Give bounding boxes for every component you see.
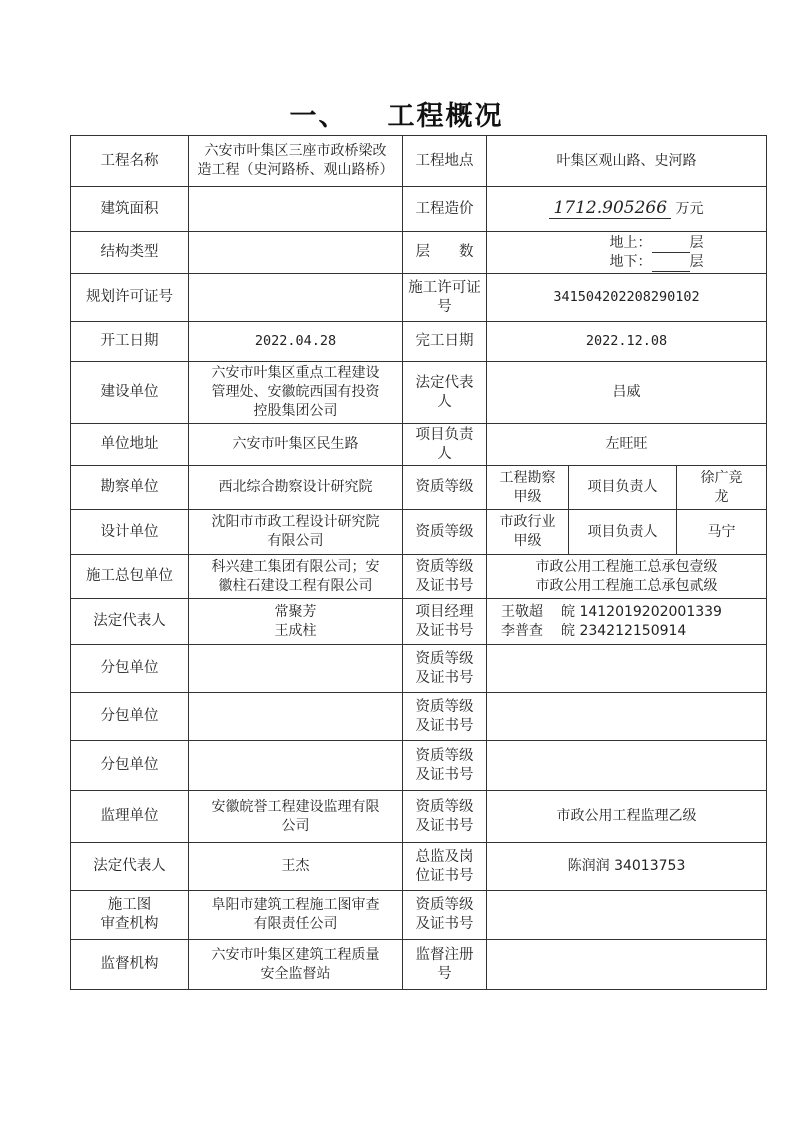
cost-unit: 万元: [675, 201, 704, 217]
table-row: [71, 940, 767, 990]
gc-qualification-value: 市政公用工程施工总承包壹级 市政公用工程施工总承包贰级: [487, 555, 767, 599]
general-contractor-label: 施工总包单位: [71, 555, 189, 599]
sub-qualification-value: [487, 741, 767, 791]
supervision-rep-value: 王杰: [189, 843, 403, 891]
project-lead-value: 左旺旺: [487, 424, 767, 466]
gc-legal-rep-value: 常聚芳 王成柱: [189, 599, 403, 645]
chief-supervisor-label: 总监及岗 位证书号: [403, 843, 487, 891]
handwritten-cost: 1712.905266: [549, 198, 671, 219]
sub-qualification-label: 资质等级 及证书号: [403, 741, 487, 791]
design-lead-value: 马宁: [677, 510, 767, 555]
owner-unit-label: 建设单位: [71, 362, 189, 424]
survey-qualification-label: 资质等级: [403, 466, 487, 510]
monitoring-reg-value: [487, 940, 767, 990]
survey-qualification-value: 工程勘察 甲级: [487, 466, 569, 510]
subcontractor-value: [189, 645, 403, 693]
gc-qualification-label: 资质等级 及证书号: [403, 555, 487, 599]
structure-type-value: [189, 232, 403, 274]
sub-qualification-value: [487, 645, 767, 693]
title-number: 一、: [289, 101, 348, 132]
design-qualification-value: 市政行业 甲级: [487, 510, 569, 555]
supervision-qualification-label: 资质等级 及证书号: [403, 791, 487, 843]
table-row: [71, 136, 767, 187]
planning-permit-label: 规划许可证号: [71, 274, 189, 322]
table-row: [71, 693, 767, 741]
survey-unit-label: 勘察单位: [71, 466, 189, 510]
supervision-unit-label: 监理单位: [71, 791, 189, 843]
table-row: [71, 791, 767, 843]
table-row: [71, 424, 767, 466]
end-date-label: 完工日期: [403, 322, 487, 362]
subcontractor-value: [189, 741, 403, 791]
subcontractor-label: 分包单位: [71, 741, 189, 791]
drawing-review-label: 施工图 审查机构: [71, 891, 189, 940]
table-row: [71, 843, 767, 891]
start-date-value: 2022.04.28: [189, 322, 403, 362]
title-text: 工程概况: [387, 101, 504, 132]
unit-address-label: 单位地址: [71, 424, 189, 466]
floors-value: 地上： 层 地下： 层: [487, 232, 767, 274]
table-row: [71, 891, 767, 940]
construction-permit-label: 施工许可证 号: [403, 274, 487, 322]
survey-unit-value: 西北综合勘察设计研究院: [189, 466, 403, 510]
project-cost-value: [487, 187, 767, 232]
building-area-label: 建筑面积: [71, 187, 189, 232]
design-lead-label: 项目负责人: [569, 510, 677, 555]
project-cost-label: 工程造价: [403, 187, 487, 232]
monitoring-org-label: 监督机构: [71, 940, 189, 990]
sub-qualification-label: 资质等级 及证书号: [403, 693, 487, 741]
construction-permit-value: 341504202208290102: [487, 274, 767, 322]
planning-permit-value: [189, 274, 403, 322]
monitoring-org-value: 六安市叶集区建筑工程质量 安全监督站: [189, 940, 403, 990]
building-area-value: [189, 187, 403, 232]
project-site-value: 叶集区观山路、史河路: [487, 136, 767, 187]
project-name-label: 工程名称: [71, 136, 189, 187]
page-title: [0, 94, 793, 133]
design-qualification-label: 资质等级: [403, 510, 487, 555]
project-lead-label: 项目负责 人: [403, 424, 487, 466]
end-date-value: 2022.12.08: [487, 322, 767, 362]
legal-rep-label: 法定代表 人: [403, 362, 487, 424]
table-row: [71, 741, 767, 791]
gc-manager-label: 项目经理 及证书号: [403, 599, 487, 645]
floors-label: 层 数: [403, 232, 487, 274]
supervision-qualification-value: 市政公用工程监理乙级: [487, 791, 767, 843]
review-qualification-value: [487, 891, 767, 940]
unit-address-value: 六安市叶集区民生路: [189, 424, 403, 466]
table-row: [71, 645, 767, 693]
sub-qualification-label: 资质等级 及证书号: [403, 645, 487, 693]
design-unit-value: 沈阳市市政工程设计研究院 有限公司: [189, 510, 403, 555]
project-overview-table: [70, 135, 766, 990]
table-row: [71, 510, 767, 555]
owner-unit-value: 六安市叶集区重点工程建设 管理处、安徽皖西国有投资 控股集团公司: [189, 362, 403, 424]
design-unit-label: 设计单位: [71, 510, 189, 555]
table-row: [71, 599, 767, 645]
start-date-label: 开工日期: [71, 322, 189, 362]
table-row: [71, 466, 767, 510]
subcontractor-label: 分包单位: [71, 645, 189, 693]
table-row: [71, 555, 767, 599]
table-row: [71, 322, 767, 362]
supervision-rep-label: 法定代表人: [71, 843, 189, 891]
table-row: [71, 187, 767, 232]
table-row: [71, 232, 767, 274]
supervision-unit-value: 安徽皖誉工程建设监理有限 公司: [189, 791, 403, 843]
legal-rep-value: 吕威: [487, 362, 767, 424]
survey-lead-value: 徐广竞 龙: [677, 466, 767, 510]
general-contractor-value: 科兴建工集团有限公司；安 徽柱石建设工程有限公司: [189, 555, 403, 599]
table-row: [71, 362, 767, 424]
table-row: [71, 274, 767, 322]
monitoring-reg-label: 监督注册 号: [403, 940, 487, 990]
drawing-review-value: 阜阳市建筑工程施工图审查 有限责任公司: [189, 891, 403, 940]
subcontractor-value: [189, 693, 403, 741]
review-qualification-label: 资质等级 及证书号: [403, 891, 487, 940]
project-site-label: 工程地点: [403, 136, 487, 187]
subcontractor-label: 分包单位: [71, 693, 189, 741]
survey-lead-label: 项目负责人: [569, 466, 677, 510]
project-name-value: 六安市叶集区三座市政桥梁改 造工程（史河路桥、观山路桥）: [189, 136, 403, 187]
gc-manager-value: 王敬超 皖 1412019202001339 李普查 皖 234212150914: [487, 599, 767, 645]
chief-supervisor-value: 陈润润 34013753: [487, 843, 767, 891]
gc-legal-rep-label: 法定代表人: [71, 599, 189, 645]
structure-type-label: 结构类型: [71, 232, 189, 274]
sub-qualification-value: [487, 693, 767, 741]
